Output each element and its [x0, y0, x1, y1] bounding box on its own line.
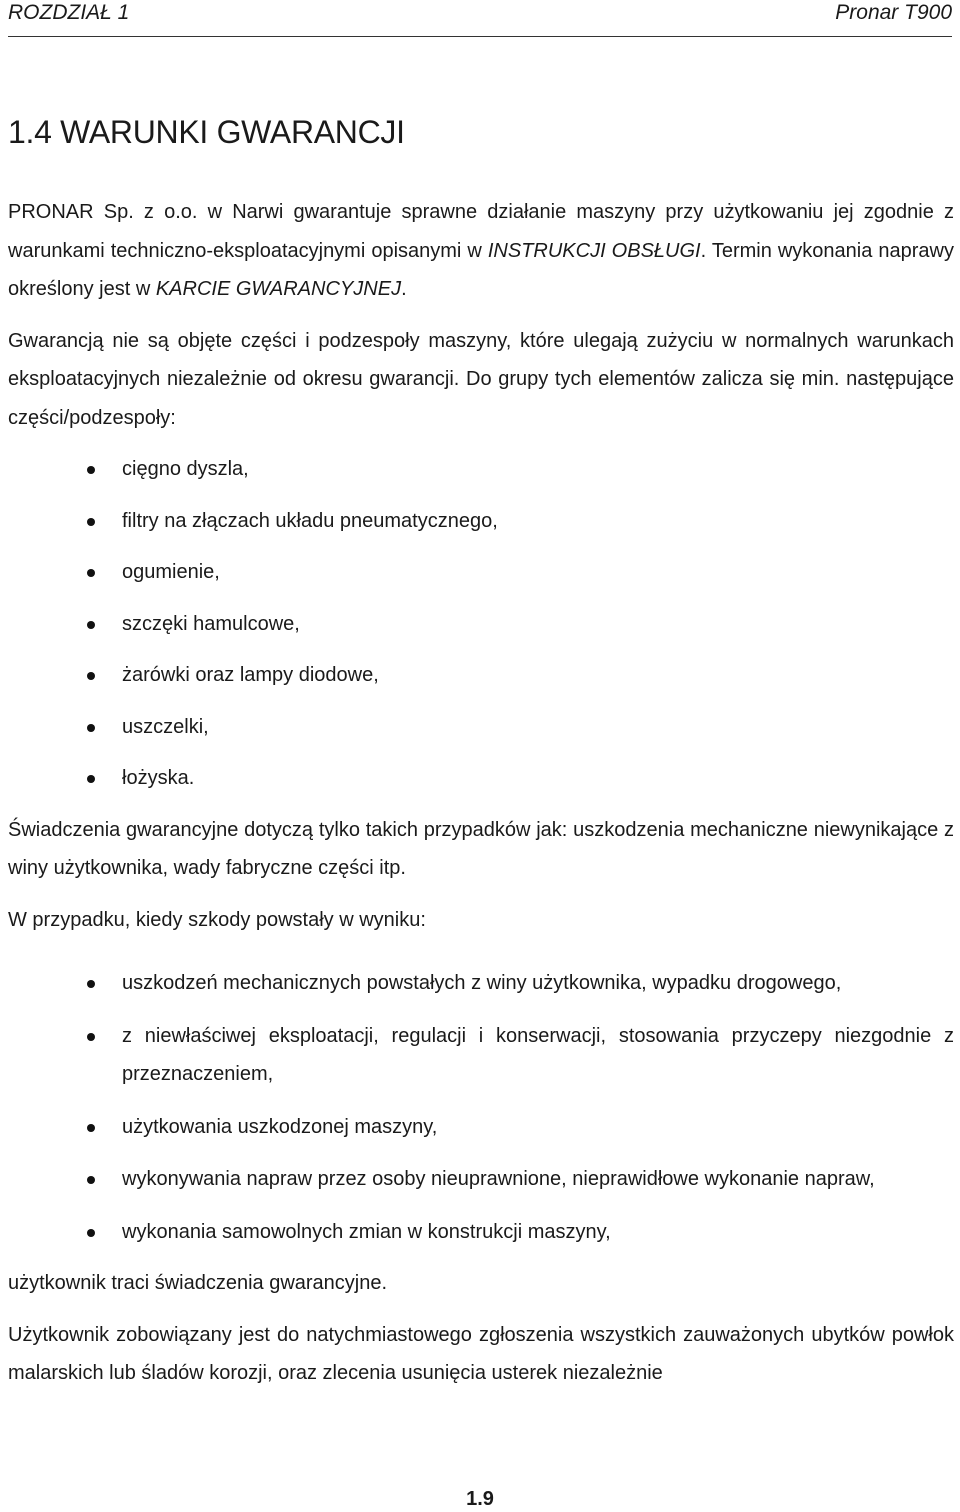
bullet-icon	[87, 1229, 95, 1237]
document-body	[8, 193, 954, 1393]
list-item-text: wykonania samowolnych zmian w konstrukcji maszyny,	[122, 1220, 611, 1243]
bullet-icon	[87, 672, 95, 680]
intro-text-end: .	[401, 278, 407, 300]
list-item	[8, 605, 954, 644]
list-item-text: uszczelki,	[122, 715, 209, 738]
list-item	[8, 450, 954, 489]
list-item-text: z niewłaściwej eksploatacji, regulacji i konserwacji, stosowania przyczepy niezgodnie z przeznaczeniem,	[122, 1024, 954, 1085]
page-number: 1.9	[466, 1488, 494, 1510]
bullet-icon	[87, 1176, 95, 1184]
list-item	[8, 1108, 954, 1147]
page-header	[8, 0, 952, 37]
warranty-card-reference: KARCIE GWARANCYJNEJ	[155, 278, 402, 300]
list-item-text: uszkodzeń mechanicznych powstałych z winy użytkownika, wypadku drogowego,	[122, 972, 842, 994]
list-item	[8, 708, 954, 747]
chapter-label: ROZDZIAŁ 1	[8, 1, 130, 24]
list-item	[8, 1160, 954, 1199]
list-item-text: ogumienie,	[122, 561, 220, 583]
warranty-scope-paragraph: Świadczenia gwarancyjne dotyczą tylko takich przypadków jak: uszkodzenia mechaniczne niewynikające z winy użytkownika, wady fabryczne części itp.	[8, 818, 954, 879]
list-item	[8, 1213, 954, 1252]
bullet-icon	[87, 724, 95, 732]
warranty-loss-paragraph: użytkownik traci świadczenia gwarancyjne.	[8, 1272, 388, 1294]
product-name: Pronar T900	[835, 1, 952, 24]
list-item	[8, 502, 954, 541]
list-item	[8, 1017, 954, 1094]
bullet-icon	[87, 1033, 95, 1041]
bullet-icon	[87, 980, 95, 988]
intro-text: PRONAR Sp. z o.o. w Narwi gwarantuje sprawne działanie maszyny przy użytkowaniu jej zgodnie z warunkami techniczno-eksploatacyjnymi opisanymi w	[8, 201, 954, 262]
list-item-text: cięgno dyszla,	[122, 458, 249, 480]
list-item	[8, 759, 954, 798]
list-item-text: filtry na złączach układu pneumatycznego,	[122, 509, 498, 532]
list-item-text: szczęki hamulcowe,	[122, 612, 300, 635]
bullet-icon	[87, 621, 95, 629]
list-item	[8, 553, 954, 592]
list-item-text: użytkowania uszkodzonej maszyny,	[122, 1115, 438, 1138]
list-item-text: łożyska.	[122, 767, 195, 789]
bullet-icon	[87, 1124, 95, 1132]
warranty-intro-paragraph	[8, 193, 954, 309]
exclusions-paragraph: Gwarancją nie są objęte części i podzespoły maszyny, które ulegają zużyciu w normalnych warunkach eksploatacyjnych niezależnie od okresu gwarancji. Do grupy tych elementów zalicza się min. następujące części/podzespoły:	[8, 329, 954, 429]
section-title: 1.4 WARUNKI GWARANCJI	[8, 114, 405, 150]
list-item-text: wykonywania napraw przez osoby nieuprawnione, nieprawidłowe wykonanie napraw,	[122, 1168, 875, 1190]
bullet-icon	[87, 518, 95, 526]
damage-causes-list	[8, 964, 954, 1251]
intro-text-continued: . Termin wykonania naprawy określony jest w	[8, 239, 954, 300]
list-item	[8, 964, 954, 1003]
list-item	[8, 656, 954, 695]
bullet-icon	[87, 466, 95, 474]
damage-causes-intro: W przypadku, kiedy szkody powstały w wyniku:	[8, 908, 426, 931]
corrosion-reporting-paragraph: Użytkownik zobowiązany jest do natychmiastowego zgłoszenia wszystkich zauważonych ubytków powłok malarskich lub śladów korozji, oraz zlecenia usunięcia usterek niezależnie	[8, 1323, 954, 1384]
bullet-icon	[87, 569, 95, 577]
list-item-text: żarówki oraz lampy diodowe,	[122, 664, 379, 686]
manual-reference: INSTRUKCJI OBSŁUGI	[487, 239, 701, 262]
wear-parts-list	[8, 450, 954, 798]
bullet-icon	[87, 775, 95, 783]
